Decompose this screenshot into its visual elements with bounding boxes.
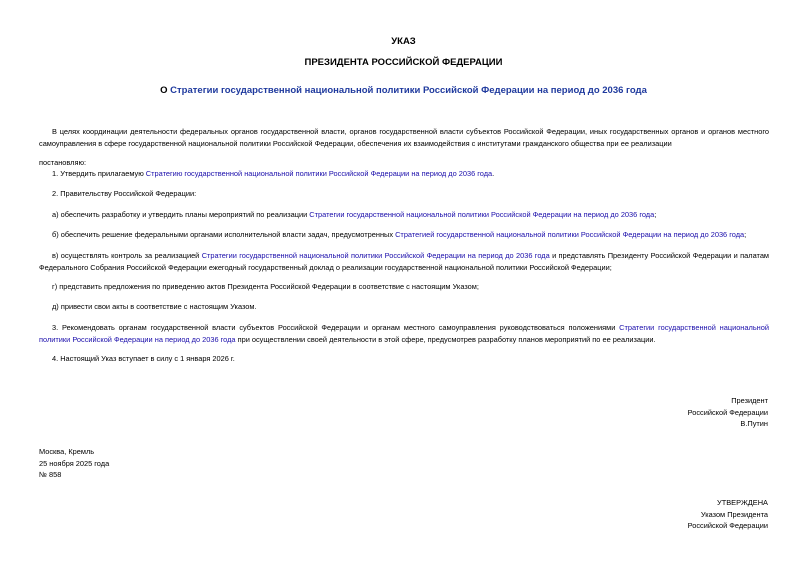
decree-subject <box>0 85 807 96</box>
paragraph-v-end: и представлять Президенту Российской Федерации и палатам Федерального Собрания Российской Федерации ежегодный государственный доклад о реализации государственной национальной политики Российской Федерации; <box>39 251 770 272</box>
decree-title: УКАЗ <box>391 36 416 47</box>
paragraph-1-end: . <box>492 169 495 178</box>
paragraph-v-text: в) осуществлять контроль за реализацией <box>52 251 202 260</box>
paragraph-3-end: при осуществлении своей деятельности в этой сфере, предусмотрев разработку планов мероприятий по ее реализации. <box>235 334 656 344</box>
approval-status: УТВЕРЖДЕНА <box>717 498 768 507</box>
paragraph-v <box>39 250 769 273</box>
approval-by: Указом Президента <box>700 509 768 519</box>
strategy-link-title[interactable]: Стратегии государственной национальной политики Российской Федерации на период до 2036 года <box>170 85 647 96</box>
approval-block <box>688 497 768 532</box>
strategy-link-v[interactable]: Стратегии государственной национальной политики Российской Федерации на период до 2036 года <box>201 251 550 260</box>
decree-issuer: ПРЕЗИДЕНТА РОССИЙСКОЙ ФЕДЕРАЦИИ <box>304 57 503 68</box>
paragraph-2: 2. Правительству Российской Федерации: <box>52 189 197 198</box>
signature-name: В.Путин <box>740 419 768 428</box>
paragraph-a <box>39 209 769 221</box>
paragraph-4: 4. Настоящий Указ вступает в силу с 1 января 2026 г. <box>52 354 235 363</box>
paragraph-b <box>39 229 769 241</box>
subject-prefix: О <box>160 85 171 96</box>
approval-country: Российской Федерации <box>687 521 768 530</box>
paragraph-3-text: 3. Рекомендовать органам государственной власти субъектов Российской Федерации и органам местного самоуправления руководствоваться положениями <box>52 323 620 332</box>
signing-place: Москва, Кремль <box>39 447 95 456</box>
paragraph-b-text: б) обеспечить решение федеральными органами исполнительной власти задач, предусмотренных <box>52 230 396 239</box>
strategy-link-1[interactable]: Стратегию государственной национальной политики Российской Федерации на период до 2036 года <box>145 169 493 178</box>
decree-word: постановляю: <box>39 158 87 167</box>
place-date-block <box>39 446 109 481</box>
paragraph-a-text: а) обеспечить разработку и утвердить планы мероприятий по реализации <box>52 210 310 219</box>
paragraph-3 <box>39 322 769 345</box>
strategy-link-a[interactable]: Стратегии государственной национальной политики Российской Федерации на период до 2036 года <box>309 210 655 219</box>
signature-country: Российской Федерации <box>687 407 768 417</box>
paragraph-a-end: ; <box>654 210 657 219</box>
signing-date: 25 ноября 2025 года <box>39 458 110 468</box>
decree-number: № 858 <box>39 470 62 479</box>
paragraph-g: г) представить предложения по приведению актов Президента Российской Федерации в соответствие с настоящим Указом; <box>52 282 479 291</box>
intro-paragraph: В целях координации деятельности федеральных органов государственной власти, органов государственной власти субъектов Российской Федерации, иных государственных органов и органов местного самоуправления в сфере государственной национальной политики Российской Федерации, обеспечения их взаимодействия с институтами гражданского общества при ее реализации <box>39 127 769 148</box>
paragraph-d: д) привести свои акты в соответствие с настоящим Указом. <box>52 302 257 311</box>
strategy-link-3[interactable]: Стратегии государственной национальной политики Российской Федерации на период до 2036 года <box>39 323 769 344</box>
strategy-link-b[interactable]: Стратегией государственной национальной политики Российской Федерации на период до 2036 года <box>395 230 745 239</box>
signature-position: Президент <box>731 396 768 405</box>
paragraph-b-end: ; <box>744 230 747 239</box>
signature-block <box>688 395 768 430</box>
paragraph-1 <box>39 168 769 180</box>
paragraph-1-text: 1. Утвердить прилагаемую <box>52 169 146 178</box>
